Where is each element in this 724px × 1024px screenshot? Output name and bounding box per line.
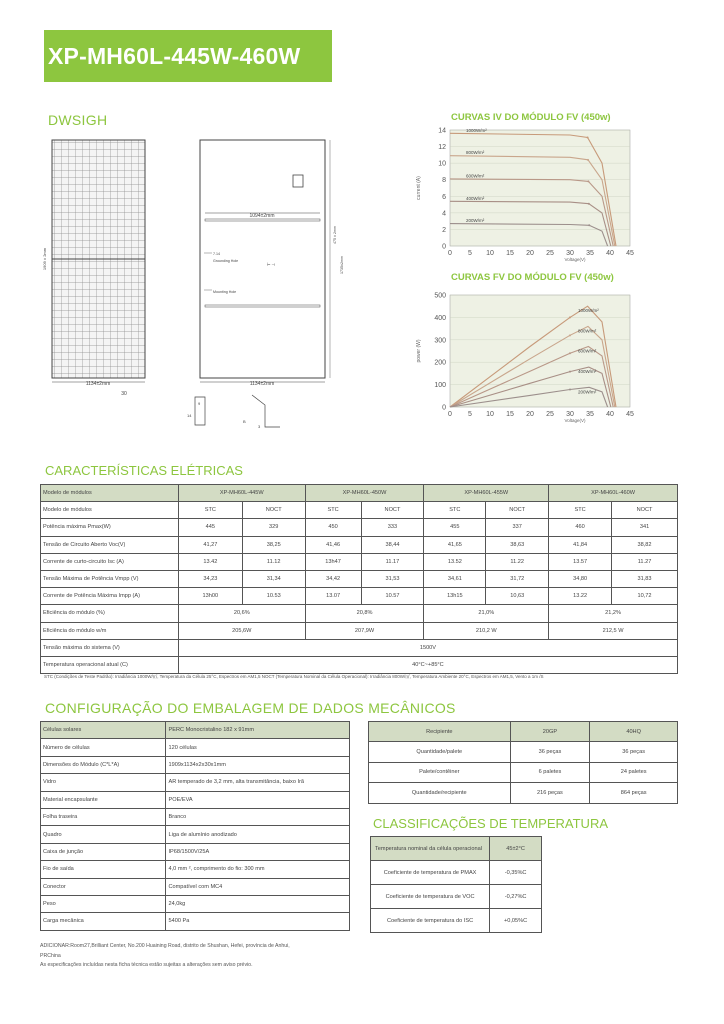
table-row	[41, 756, 350, 773]
curve-label: 400W/m²	[578, 369, 597, 375]
curve-label: 400W/m²	[466, 195, 485, 201]
table-cell: 216 peças	[510, 783, 590, 803]
table-cell: 34,42	[305, 570, 361, 587]
packaging-table	[368, 721, 678, 804]
condition-header: NOCT	[361, 502, 424, 519]
table-row	[371, 885, 542, 909]
row-label: Temperatura operacional atual (C)	[41, 656, 179, 673]
curve-label: 600W/m²	[578, 348, 597, 354]
electrical-heading: CARACTERÍSTICAS ELÉTRICAS	[45, 463, 243, 478]
condition-header: STC	[178, 502, 242, 519]
column-header: Recipiente	[369, 722, 511, 742]
data-point	[569, 389, 571, 391]
table-row	[41, 774, 350, 791]
data-point	[569, 352, 571, 354]
table-cell: 864 peças	[590, 783, 678, 803]
table-cell: 450	[305, 519, 361, 536]
table-cell: POE/EVA	[166, 791, 350, 808]
x-axis-label: Voltage(V)	[564, 418, 586, 423]
table-row	[41, 739, 350, 756]
stc-note: STC (Condições de Teste Padrão): Irradiância 1000W/㎡, Temperatura da Célula 25°C, Espectros em AM1,5 NOCT (Temperatura Nominal da Célula Operacional): Irradiância 800W/㎡, Temperatura Ambiente 20°C, Espectros em AM1,5, Vento a 1m /S	[44, 674, 544, 679]
table-cell: 41,46	[305, 536, 361, 553]
data-point	[569, 316, 571, 318]
row-label: Corrente de Potência Máxima Impp (A)	[41, 588, 179, 605]
table-row	[41, 656, 678, 673]
x-tick-label: 40	[606, 411, 614, 418]
data-point	[569, 334, 571, 336]
module-drawings	[40, 135, 360, 435]
right-dim2-label: 1735±2mm	[340, 256, 344, 274]
x-tick-label: 45	[626, 250, 634, 257]
table-row	[41, 605, 678, 622]
table-row	[371, 909, 542, 933]
row-label: Tensão Máxima de Potência Vmpp (V)	[41, 570, 179, 587]
y-tick-label: 400	[434, 314, 446, 322]
data-point	[587, 159, 589, 161]
footer-country: PRChina	[40, 952, 61, 959]
y-tick-label: 8	[442, 177, 446, 185]
table-cell: 10,63	[486, 588, 549, 605]
y-tick-label: 300	[434, 337, 446, 345]
detail-label-3: 3	[258, 424, 261, 429]
table-cell: Liga de alumínio anodizado	[166, 826, 350, 843]
row-label: Eficiência do módulo w/m	[41, 622, 179, 639]
table-cell: 4,0 mm ², comprimento do fio: 300 mm	[166, 861, 350, 878]
y-tick-label: 0	[442, 404, 446, 412]
curve-label: 200W/m²	[466, 218, 485, 224]
table-cell: 31,83	[612, 570, 678, 587]
y-tick-label: 12	[438, 144, 446, 152]
table-cell: 207,9W	[305, 622, 424, 639]
x-tick-label: 35	[586, 411, 594, 418]
data-point	[587, 180, 589, 182]
x-tick-label: 30	[566, 250, 574, 257]
column-header: 40HQ	[590, 722, 678, 742]
table-cell: IP68/1500V/25A	[166, 843, 350, 860]
x-tick-label: 20	[526, 411, 534, 418]
row-label: Potência máxima Pmax(W)	[41, 519, 179, 536]
condition-header: STC	[549, 502, 612, 519]
x-tick-label: 5	[468, 250, 472, 257]
row-label: Tensão máxima do sistema (V)	[41, 639, 179, 656]
y-tick-label: 6	[442, 193, 446, 201]
x-tick-label: 0	[448, 250, 452, 257]
condition-header: NOCT	[486, 502, 549, 519]
width-label-front: 1134±2mm	[85, 381, 111, 387]
row-label: Células solares	[41, 722, 166, 739]
row-label: Temperatura nominal da célula operacional	[371, 837, 490, 861]
table-cell: 38,25	[242, 536, 305, 553]
table-cell: 455	[424, 519, 486, 536]
model-header: XP-MH60L-445W	[178, 485, 305, 502]
curve-label: 800W/m²	[578, 328, 597, 334]
temperature-heading: CLASSIFICAÇÕES DE TEMPERATURA	[373, 816, 609, 831]
curve-label: 600W/m²	[466, 173, 485, 179]
table-cell: 31,72	[486, 570, 549, 587]
row-label: Caixa de junção	[41, 843, 166, 860]
table-cell: 333	[361, 519, 424, 536]
row-label: Quadro	[41, 826, 166, 843]
mounting-hole-label: Mounting Hole	[213, 290, 237, 294]
table-cell: 13h47	[305, 553, 361, 570]
row-label: Peso	[41, 895, 166, 912]
table-cell: 10.57	[361, 588, 424, 605]
table-cell: 13.42	[178, 553, 242, 570]
x-tick-label: 25	[546, 411, 554, 418]
table-cell: 13h00	[178, 588, 242, 605]
table-row	[41, 502, 678, 519]
table-cell: AR temperado de 3,2 mm, alta transmitância, baixo Irã	[166, 774, 350, 791]
y-tick-label: 4	[442, 210, 446, 218]
condition-header: NOCT	[242, 502, 305, 519]
row-label: Número de células	[41, 739, 166, 756]
table-cell: 445	[178, 519, 242, 536]
row-label: Corrente de curto-circuito Isc (A)	[41, 553, 179, 570]
table-cell: 36 peças	[590, 742, 678, 762]
row-label: Conector	[41, 878, 166, 895]
mounting-detail	[252, 395, 280, 427]
x-tick-label: 20	[526, 250, 534, 257]
table-cell: PERC Monocristalino 182 x 91mm	[166, 722, 350, 739]
data-point	[569, 371, 571, 373]
table-cell: 11.22	[486, 553, 549, 570]
table-cell: 10,72	[612, 588, 678, 605]
x-axis-label: Voltage(V)	[564, 257, 586, 262]
junction-box	[293, 175, 303, 187]
table-row	[41, 639, 678, 656]
table-cell: 38,63	[486, 536, 549, 553]
table-row	[369, 783, 678, 803]
row-label: Coeficiente de temperatura do ISC	[371, 909, 490, 933]
table-cell: 10.53	[242, 588, 305, 605]
grounding-hole-label: Grounding Hole	[213, 259, 239, 263]
table-cell: 31,53	[361, 570, 424, 587]
data-point	[588, 203, 590, 205]
x-tick-label: 15	[506, 250, 514, 257]
condition-header: STC	[305, 502, 361, 519]
detail-label-b: B	[243, 419, 246, 424]
curve-label: 800W/m²	[466, 150, 485, 156]
data-point	[588, 224, 590, 226]
table-cell: 341	[612, 519, 678, 536]
table-row	[41, 791, 350, 808]
row-label: Modelo de módulos	[41, 485, 179, 502]
y-axis-label: power (W)	[416, 339, 422, 363]
table-row	[41, 570, 678, 587]
curve-label: 1000W/m²	[578, 308, 599, 314]
y-axis-label: current (A)	[416, 176, 422, 200]
table-cell: 460	[549, 519, 612, 536]
table-cell: 41,27	[178, 536, 242, 553]
table-row	[371, 861, 542, 885]
table-row	[369, 742, 678, 762]
table-cell: 13.22	[549, 588, 612, 605]
model-header: XP-MH60L-455W	[424, 485, 549, 502]
x-tick-label: 5	[468, 411, 472, 418]
table-cell: 34,23	[178, 570, 242, 587]
table-cell: 13.52	[424, 553, 486, 570]
table-cell: 1500V	[178, 639, 677, 656]
row-label: Tensão de Circuito Aberto Voc(V)	[41, 536, 179, 553]
footer-disclaimer: As especificações incluídas nesta ficha técnica estão sujeitas a alterações sem aviso prévio.	[40, 962, 253, 968]
y-tick-label: 500	[434, 292, 446, 300]
y-tick-label: 2	[442, 226, 446, 234]
table-cell: +0,05%C	[490, 909, 542, 933]
row-label: Quantidade/recipiente	[369, 783, 511, 803]
model-header: XP-MH60L-450W	[305, 485, 424, 502]
thickness-label: 30	[121, 391, 127, 397]
table-row	[41, 826, 350, 843]
mechanical-heading: CONFIGURAÇÃO DO EMBALAGEM DE DADOS MECÂNICOS	[45, 700, 456, 716]
table-cell: 20,6%	[178, 605, 305, 622]
table-row	[369, 722, 678, 742]
table-cell: -0,35%C	[490, 861, 542, 885]
x-tick-label: 35	[586, 250, 594, 257]
table-cell: 210,2 W	[424, 622, 549, 639]
x-tick-label: 15	[506, 411, 514, 418]
table-row	[41, 622, 678, 639]
pv-chart-title: CURVAS FV DO MÓDULO FV (450w)	[451, 272, 614, 283]
table-row	[41, 553, 678, 570]
table-cell: 41,84	[549, 536, 612, 553]
temperature-table	[370, 836, 542, 933]
iv-chart-title: CURVAS IV DO MÓDULO FV (450w)	[451, 112, 611, 123]
table-cell: 24,0kg	[166, 895, 350, 912]
table-row	[41, 895, 350, 912]
table-cell: Compatível com MC4	[166, 878, 350, 895]
table-cell: 13.07	[305, 588, 361, 605]
mechanical-table	[40, 721, 350, 931]
table-cell: 21,0%	[424, 605, 549, 622]
table-cell: 329	[242, 519, 305, 536]
y-tick-label: 200	[434, 359, 446, 367]
x-tick-label: 0	[448, 411, 452, 418]
table-row	[41, 861, 350, 878]
row-label: Palete/contêiner	[369, 762, 511, 782]
table-cell: 24 paletes	[590, 762, 678, 782]
data-point	[587, 136, 589, 138]
table-row	[371, 837, 542, 861]
pv-chart	[410, 285, 640, 430]
y-tick-label: 0	[442, 243, 446, 251]
y-tick-label: 100	[434, 382, 446, 390]
table-cell: 36 peças	[510, 742, 590, 762]
grounding-dim-label: 7.14	[213, 252, 220, 256]
electrical-table	[40, 484, 678, 674]
row-label: Carga mecânica	[41, 913, 166, 930]
row-label: Coeficiente de temperatura de VOC	[371, 885, 490, 909]
footer	[40, 942, 290, 971]
profile-dim-14: 14	[187, 413, 192, 418]
x-tick-label: 25	[546, 250, 554, 257]
table-row	[41, 878, 350, 895]
table-cell: 120 células	[166, 739, 350, 756]
table-cell: 11.27	[612, 553, 678, 570]
y-tick-label: 10	[438, 160, 446, 168]
curve-label: 1000W/m²	[466, 127, 487, 133]
page-title: XP-MH60L-445W-460W	[44, 30, 332, 82]
x-tick-label: 40	[606, 250, 614, 257]
column-header: 20GP	[510, 722, 590, 742]
inner-width-label: 1094±2mm	[249, 213, 275, 219]
table-cell: 1909x1134x2x30x1mm	[166, 756, 350, 773]
table-cell: 31,34	[242, 570, 305, 587]
vertical-length-label: 1909 ± 2mm	[42, 247, 47, 271]
table-row	[369, 762, 678, 782]
curve-label: 200W/m²	[578, 389, 597, 395]
row-label: Vidro	[41, 774, 166, 791]
table-cell: 6 paletes	[510, 762, 590, 782]
connector-marker-1: ⊢ ⊣	[266, 262, 276, 267]
table-cell: 11.17	[361, 553, 424, 570]
y-tick-label: 14	[438, 127, 446, 135]
x-tick-label: 45	[626, 411, 634, 418]
width-label-back: 1134±2mm	[249, 381, 275, 387]
table-cell: 38,82	[612, 536, 678, 553]
table-row	[41, 913, 350, 930]
x-tick-label: 10	[486, 250, 494, 257]
table-cell: 11.12	[242, 553, 305, 570]
table-row	[41, 536, 678, 553]
table-cell: 45±2°C	[490, 837, 542, 861]
x-tick-label: 30	[566, 411, 574, 418]
table-cell: 13h15	[424, 588, 486, 605]
condition-header: NOCT	[612, 502, 678, 519]
table-cell: 13.57	[549, 553, 612, 570]
table-cell: -0,27%C	[490, 885, 542, 909]
table-cell: 212,5 W	[549, 622, 678, 639]
table-row	[41, 808, 350, 825]
row-label: Eficiência do módulo (%)	[41, 605, 179, 622]
right-dim-label: 475 ± 2mm	[333, 226, 337, 244]
table-row	[41, 519, 678, 536]
dimensions-heading: DWSIGH	[48, 112, 108, 128]
table-cell: 5400 Pa	[166, 913, 350, 930]
table-cell: 21,2%	[549, 605, 678, 622]
x-tick-label: 10	[486, 411, 494, 418]
table-cell: 34,61	[424, 570, 486, 587]
table-cell: 41,65	[424, 536, 486, 553]
row-label: Fio de saída	[41, 861, 166, 878]
row-label: Dimensões do Módulo (C*L*A)	[41, 756, 166, 773]
table-cell: 205,6W	[178, 622, 305, 639]
footer-address: ADICIONAR:Room27,Brilliant Center, No.200 Huaining Road, distrito de Shushan, Hefei, província de Anhui,	[40, 943, 290, 949]
row-label: Folha traseira	[41, 808, 166, 825]
table-cell: 20,8%	[305, 605, 424, 622]
table-row	[41, 485, 678, 502]
table-row	[41, 722, 350, 739]
table-cell: Branco	[166, 808, 350, 825]
row-label: Material encapsulante	[41, 791, 166, 808]
plot-area	[450, 127, 630, 246]
row-label: Modelo de módulos	[41, 502, 179, 519]
condition-header: STC	[424, 502, 486, 519]
table-row	[41, 843, 350, 860]
profile-dim-9: 9	[198, 401, 201, 406]
table-cell: 337	[486, 519, 549, 536]
table-row	[41, 588, 678, 605]
model-header: XP-MH60L-460W	[549, 485, 678, 502]
row-label: Coeficiente de temperatura de PMAX	[371, 861, 490, 885]
table-cell: 34,80	[549, 570, 612, 587]
table-cell: 40°C~+85°C	[178, 656, 677, 673]
row-label: Quantidade/palete	[369, 742, 511, 762]
iv-chart	[410, 122, 640, 262]
table-cell: 38,44	[361, 536, 424, 553]
